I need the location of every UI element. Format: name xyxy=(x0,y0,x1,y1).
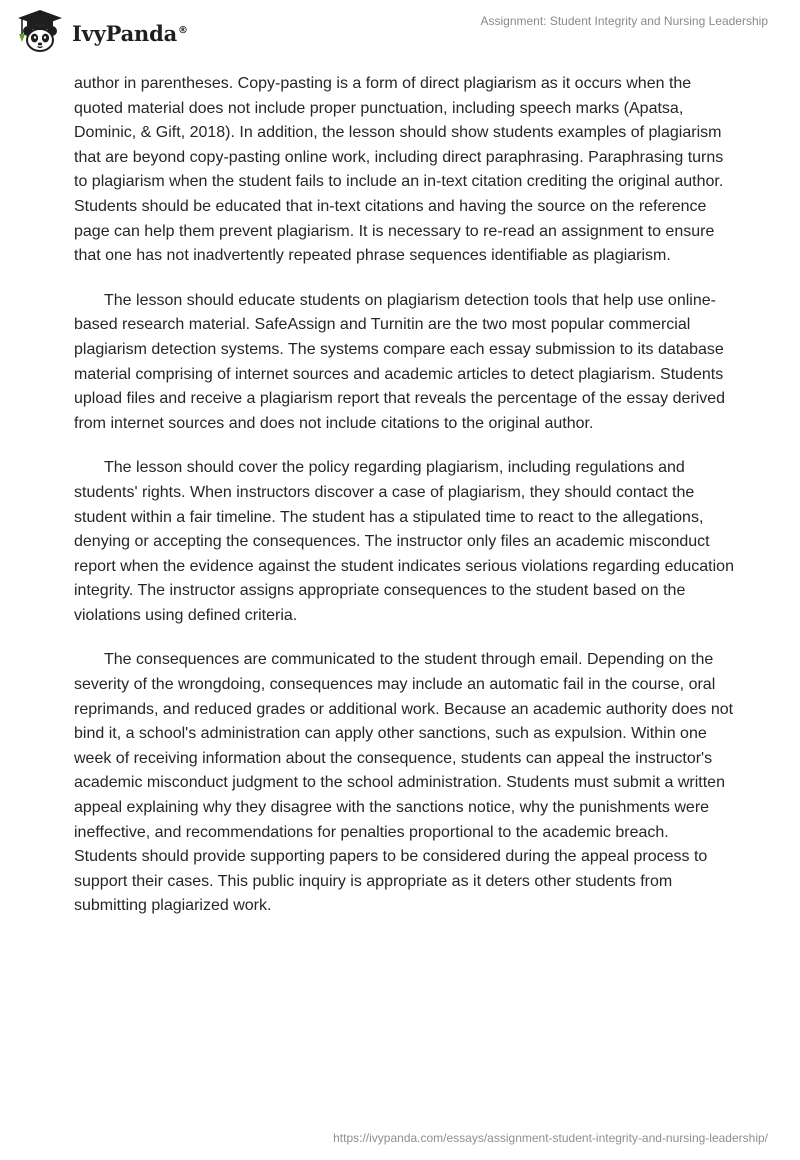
paragraph-4: The consequences are communicated to the student through email. Depending on the severity of the wrongdoing, consequences may include an automatic fail in the course, oral reprimands, and reduced grades or additional work. Because an academic authority does not bind it, a school's administration can apply other sanctions, such as expulsion. Within one week of receiving information about the consequence, students can appeal the instructor's academic misconduct judgment to the school administration. Students must submit a written appeal explaining why they disagree with the sanctions notice, why the punishments were ineffective, and recommendations for penalties proportional to the academic breach. Students should provide supporting papers to be considered during the appeal process to support their cases. This public inquiry is appropriate as it deters other students from submitting plagiarized work. xyxy=(74,651,734,915)
page-header xyxy=(0,0,800,60)
ivypanda-logo[interactable] xyxy=(14,9,188,53)
source-url[interactable]: https://ivypanda.com/essays/assignment-student-integrity-and-nursing-leadership/ xyxy=(333,1131,768,1145)
panda-graduate-icon xyxy=(14,9,66,53)
paragraph-3: The lesson should cover the policy regarding plagiarism, including regulations and students' rights. When instructors discover a case of plagiarism, they should contact the student within a fair timeline. The student has a stipulated time to react to the allegations, denying or accepting the consequences. The instructor only files an academic misconduct report when the evidence against the student indicates serious violations regarding education integrity. The instructor assigns appropriate consequences to the student based on the violations using defined criteria. xyxy=(74,459,734,624)
registered-mark: ® xyxy=(178,24,188,36)
essay-body xyxy=(74,72,734,939)
logo-text: IvyPanda® xyxy=(72,20,188,46)
document-title: Assignment: Student Integrity and Nursing Leadership xyxy=(480,14,768,28)
paragraph-1: author in parentheses. Copy-pasting is a form of direct plagiarism as it occurs when the quoted material does not include proper punctuation, including speech marks (Apatsa, Dominic, & Gift, 2018). In addition, the lesson should show students examples of plagiarism that are beyond copy-pasting online work, including direct paraphrasing. Paraphrasing turns to plagiarism when the student fails to include an in-text citation crediting the original author. Students should be educated that in-text citations and having the source on the reference page can help them prevent plagiarism. It is necessary to re-read an assignment to ensure that one has not inadvertently repeated phrase sequences identifiable as plagiarism. xyxy=(74,75,724,265)
paragraph-2: The lesson should educate students on plagiarism detection tools that help use online-based research material. SafeAssign and Turnitin are the two most popular commercial plagiarism detection systems. The systems compare each essay submission to its database material comprising of internet sources and academic articles to detect plagiarism. Students upload files and receive a plagiarism report that reveals the percentage of the essay derived from internet sources and does not include citations to the original author. xyxy=(74,291,726,432)
